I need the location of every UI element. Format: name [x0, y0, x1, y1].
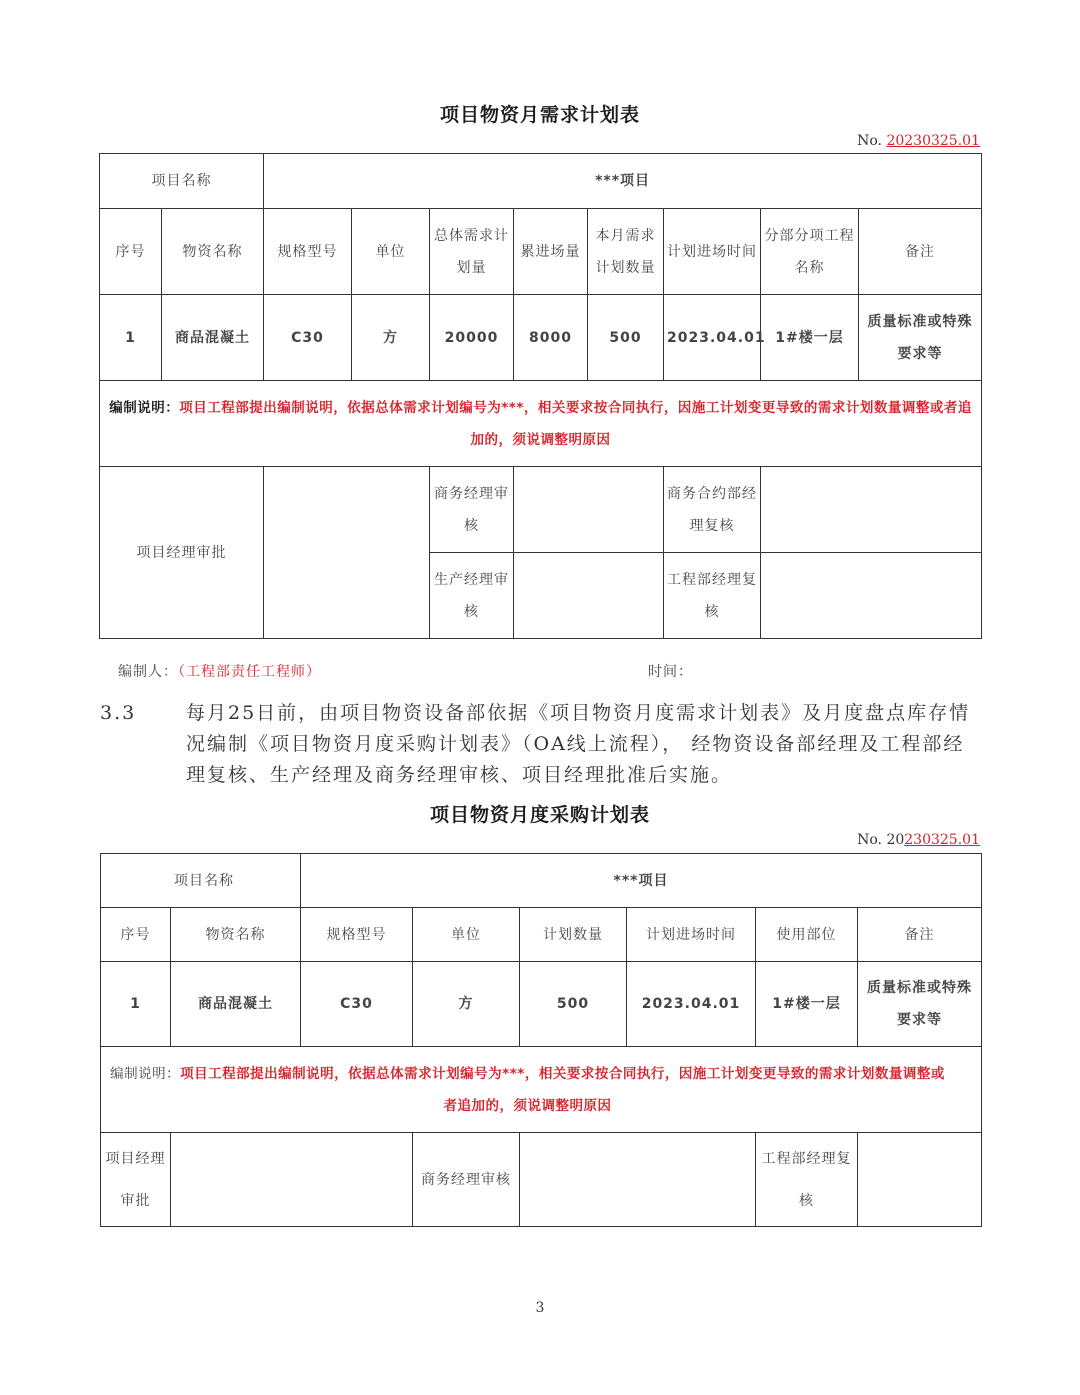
page-number: 3 [535, 1300, 545, 1316]
header-cell: 本月需求计划数量 [588, 209, 664, 295]
row-cell: 1 [101, 962, 171, 1047]
row-cell: 质量标准或特殊要求等 [859, 295, 982, 381]
header-cell: 物资名称 [162, 209, 264, 295]
biz-manager-review-field[interactable] [514, 467, 664, 553]
table1-title: 项目物资月需求计划表 [439, 104, 640, 126]
header-cell: 规格型号 [264, 209, 352, 295]
engineering-manager-review-field[interactable] [858, 1133, 982, 1227]
row-cell: 8000 [514, 295, 588, 381]
row-cell: 1#楼一层 [761, 295, 859, 381]
row-cell: 1#楼一层 [756, 962, 858, 1047]
pm-approval-label: 项目经理审批 [101, 1133, 171, 1227]
row-cell: C30 [264, 295, 352, 381]
project-name-value: ***项目 [301, 854, 982, 908]
header-cell: 序号 [101, 908, 171, 962]
header-cell: 单位 [352, 209, 430, 295]
row-cell: 500 [588, 295, 664, 381]
monthly-purchase-table [100, 853, 982, 1227]
table2-doc-number: No. 20230325.01 [857, 832, 980, 848]
header-cell: 计划数量 [520, 908, 627, 962]
table-row [101, 962, 982, 1047]
header-cell: 计划进场时间 [664, 209, 761, 295]
row-cell: 商品混凝土 [162, 295, 264, 381]
row-cell: 2023.04.01 [627, 962, 756, 1047]
preparer-label: 编制人： [118, 664, 178, 680]
header-cell: 累进场量 [514, 209, 588, 295]
monthly-demand-table [99, 153, 982, 639]
pm-approval-field[interactable] [171, 1133, 413, 1227]
header-cell: 总体需求计划量 [430, 209, 514, 295]
compile-note: 编制说明：项目工程部提出编制说明，依据总体需求计划编号为***，相关要求按合同执行，因施工计划变更导致的需求计划数量调整或者追加的，须说调整明原因 [100, 381, 982, 467]
pm-approval-label: 项目经理审批 [100, 467, 264, 639]
pm-approval-field[interactable] [264, 467, 430, 639]
header-row [101, 908, 982, 962]
table2-title: 项目物资月度采购计划表 [429, 804, 650, 826]
header-cell: 序号 [100, 209, 162, 295]
row-cell: 方 [352, 295, 430, 381]
row-cell: 500 [520, 962, 627, 1047]
engineering-manager-review-label: 工程部经理复核 [664, 553, 761, 639]
engineering-manager-review-label: 工程部经理复核 [756, 1133, 858, 1227]
biz-manager-review-field[interactable] [520, 1133, 756, 1227]
production-manager-review-field[interactable] [514, 553, 664, 639]
time-label: 时间： [648, 664, 693, 680]
production-manager-review-label: 生产经理审核 [430, 553, 514, 639]
header-cell: 物资名称 [171, 908, 301, 962]
compile-note: 编制说明：项目工程部提出编制说明，依据总体需求计划编号为***，相关要求按合同执行，因施工计划变更导致的需求计划数量调整或者追加的，须说调整明原因 [101, 1047, 982, 1133]
contract-dept-review-label: 商务合约部经理复核 [664, 467, 761, 553]
row-cell: 2023.04.01 [664, 295, 761, 381]
header-cell: 使用部位 [756, 908, 858, 962]
header-cell: 备注 [859, 209, 982, 295]
header-cell: 计划进场时间 [627, 908, 756, 962]
table-row [100, 295, 982, 381]
header-cell: 单位 [413, 908, 520, 962]
row-cell: 1 [100, 295, 162, 381]
table1-doc-number: No. 20230325.01 [857, 133, 980, 149]
preparer-line [118, 661, 321, 681]
row-cell: 20000 [430, 295, 514, 381]
row-cell: 质量标准或特殊要求等 [858, 962, 982, 1047]
project-name-value: ***项目 [264, 154, 982, 209]
row-cell: 商品混凝土 [171, 962, 301, 1047]
row-cell: 方 [413, 962, 520, 1047]
section-number: 3.3 [100, 702, 137, 724]
header-cell: 备注 [858, 908, 982, 962]
contract-dept-review-field[interactable] [761, 467, 982, 553]
header-row [100, 209, 982, 295]
engineering-manager-review-field[interactable] [761, 553, 982, 639]
row-cell: C30 [301, 962, 413, 1047]
project-name-label: 项目名称 [100, 154, 264, 209]
header-cell: 分部分项工程名称 [761, 209, 859, 295]
project-name-label: 项目名称 [101, 854, 301, 908]
section-paragraph: 每月25日前，由项目物资设备部依据《项目物资月度需求计划表》及月度盘点库存情况编制《项目物资月度采购计划表》（OA线上流程）， 经物资设备部经理及工程部经理复核、生产经理及商务经理审核、项目经理批准后实施。 [186, 702, 971, 786]
biz-manager-review-label: 商务经理审核 [413, 1133, 520, 1227]
preparer-value: （工程部责任工程师） [178, 664, 321, 680]
header-cell: 规格型号 [301, 908, 413, 962]
biz-manager-review-label: 商务经理审核 [430, 467, 514, 553]
